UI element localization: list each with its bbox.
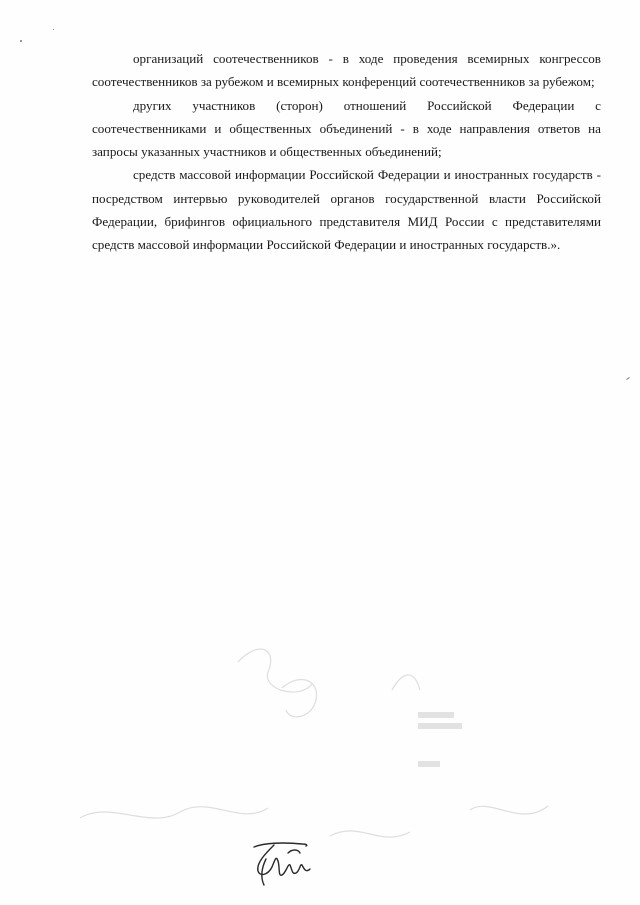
paragraph-compatriot-organizations: организаций соотечественников - в ходе проведения всемирных конгрессов соотечественников за рубежом и всемирных конференций соотечественников за рубежом; bbox=[92, 51, 601, 90]
scan-artifact bbox=[626, 377, 630, 380]
paragraph-mass-media: средств массовой информации Российской Федерации и иностранных государств - посредством интервью руководителей органов государственной власти Российской Федерации, брифингов официального представителя МИД России с представителями средств массовой информации Российской Федерации и иностранных государств.». bbox=[92, 167, 601, 253]
ghost-signature-stroke bbox=[238, 649, 312, 692]
paragraph-other-participants: других участников (сторон) отношений Российской Федерации с соотечественниками и общественных объединений - в ходе направления ответов на запросы указанных участников и общественных объединений; bbox=[92, 97, 601, 160]
ghost-signature-stroke bbox=[282, 679, 317, 716]
ghost-signature-stroke bbox=[330, 831, 410, 837]
ghost-signature-stroke bbox=[470, 806, 548, 814]
document-body bbox=[92, 47, 601, 257]
ghost-stamp-line bbox=[418, 723, 462, 729]
ghost-stamp-line bbox=[418, 761, 440, 767]
ghost-signature-stroke bbox=[392, 675, 420, 690]
handwritten-signature-icon bbox=[248, 833, 314, 889]
ghost-stamp-line bbox=[418, 712, 454, 718]
scan-artifact bbox=[53, 29, 54, 30]
ghost-signature-stroke bbox=[80, 807, 268, 818]
scan-artifact bbox=[20, 40, 22, 42]
